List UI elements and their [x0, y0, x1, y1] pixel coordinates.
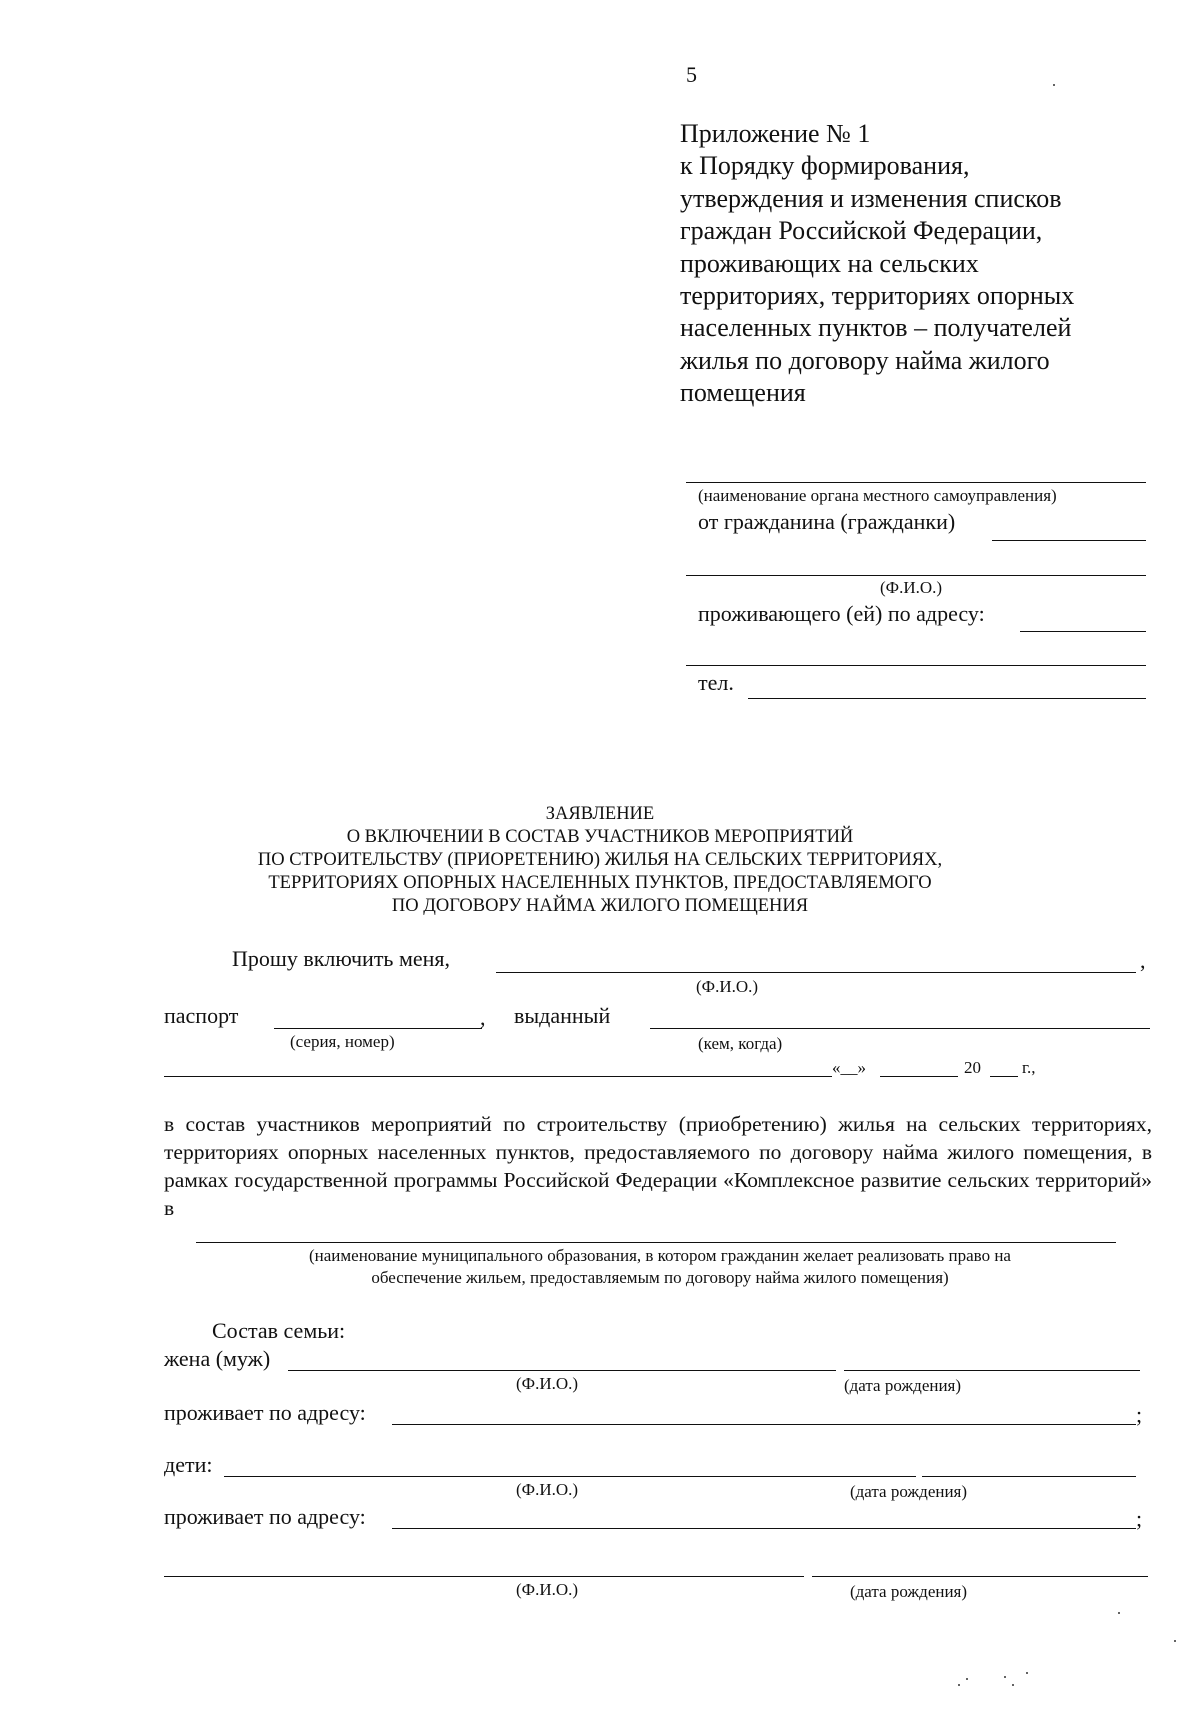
request-label: Прошу включить меня,: [232, 946, 451, 971]
from-citizen-label: от гражданина (гражданки): [698, 509, 956, 534]
child-2-fio-field[interactable]: [164, 1576, 804, 1577]
issue-day-field[interactable]: «__»: [832, 1058, 866, 1077]
child-birthdate-field[interactable]: [922, 1476, 1136, 1477]
issue-year-field[interactable]: [990, 1076, 1018, 1077]
spouse-fio-field[interactable]: [288, 1370, 836, 1371]
municipality-caption: (наименование муниципального образования, в котором гражданин желает реализовать право на: [309, 1246, 1011, 1265]
scan-speck: [966, 1678, 968, 1680]
municipality-caption-2: обеспечение жильем, предоставляемым по договору найма жилого помещения): [371, 1268, 949, 1287]
phone-field[interactable]: [748, 698, 1146, 699]
spouse-address-label: проживает по адресу:: [164, 1400, 366, 1425]
annex-block: [680, 118, 1160, 410]
annex-line: территориях, территориях опорных: [680, 281, 1075, 311]
statement-title-line: ПО СТРОИТЕЛЬСТВУ (ПРИОРЕТЕНИЮ) ЖИЛЬЯ НА СЕЛЬСКИХ ТЕРРИТОРИЯХ,: [257, 850, 943, 870]
scan-speck: [1026, 1672, 1028, 1674]
citizen-fio-field[interactable]: [686, 575, 1146, 576]
child-fio-field[interactable]: [224, 1476, 916, 1477]
child-2-birthdate-caption: (дата рождения): [850, 1582, 968, 1601]
year-suffix: г.,: [1022, 1058, 1036, 1077]
citizen-fio-caption: (Ф.И.О.): [880, 578, 943, 597]
municipality-field[interactable]: [196, 1242, 1116, 1243]
issued-by-field-2[interactable]: [164, 1076, 832, 1077]
spouse-address-field[interactable]: [392, 1424, 1136, 1425]
annex-line: жилья по договору найма жилого: [680, 345, 1050, 375]
applicant-fio-caption: (Ф.И.О.): [696, 977, 759, 996]
child-address-label: проживает по адресу:: [164, 1504, 366, 1529]
spouse-address-semicolon: ;: [1136, 1402, 1143, 1427]
scan-speck: [958, 1684, 960, 1686]
spouse-label: жена (муж): [164, 1346, 271, 1371]
statement-title: ЗАЯВЛЕНИЕ: [545, 804, 655, 824]
passport-series-field[interactable]: [274, 1028, 482, 1029]
annex-title: Приложение № 1: [680, 119, 871, 148]
child-2-fio-caption: (Ф.И.О.): [516, 1580, 579, 1599]
issued-by-field[interactable]: [650, 1028, 1150, 1029]
child-address-field[interactable]: [392, 1528, 1136, 1529]
org-name-field[interactable]: [686, 482, 1146, 483]
statement-title-line: ТЕРРИТОРИЯХ ОПОРНЫХ НАСЕЛЕННЫХ ПУНКТОВ, ПРЕДОСТАВЛЯЕМОГО: [268, 873, 932, 893]
residence-address-label: проживающего (ей) по адресу:: [698, 601, 985, 626]
annex-line: к Порядку формирования,: [680, 151, 970, 181]
family-heading: Состав семьи:: [212, 1318, 346, 1343]
request-comma: ,: [1140, 948, 1146, 973]
spouse-birthdate-caption: (дата рождения): [844, 1376, 962, 1395]
scan-speck: [1118, 1612, 1120, 1614]
phone-label: тел.: [698, 670, 734, 695]
passport-series-caption: (серия, номер): [290, 1032, 395, 1051]
from-citizen-field[interactable]: [992, 540, 1146, 541]
statement-title-line: ПО ДОГОВОРУ НАЙМА ЖИЛОГО ПОМЕЩЕНИЯ: [391, 896, 809, 916]
scan-speck: [1174, 1640, 1176, 1642]
issue-month-field[interactable]: [880, 1076, 958, 1077]
child-birthdate-caption: (дата рождения): [850, 1482, 968, 1501]
children-label: дети:: [164, 1452, 213, 1477]
residence-address-field-2[interactable]: [686, 665, 1146, 666]
spouse-birthdate-field[interactable]: [844, 1370, 1140, 1371]
scan-speck: [1053, 84, 1055, 86]
annex-line: населенных пунктов – получателей: [680, 313, 1072, 343]
scan-speck: [1012, 1684, 1014, 1686]
child-2-birthdate-field[interactable]: [812, 1576, 1148, 1577]
child-address-semicolon: ;: [1136, 1506, 1143, 1531]
passport-comma: ,: [480, 1005, 486, 1030]
residence-address-field[interactable]: [1020, 631, 1146, 632]
page-number: 5: [686, 62, 697, 87]
child-fio-caption: (Ф.И.О.): [516, 1480, 579, 1499]
issue-year-prefix: 20: [964, 1058, 981, 1077]
annex-line: граждан Российской Федерации,: [680, 216, 1043, 246]
issued-label: выданный: [514, 1003, 611, 1028]
body-paragraph: в состав участников мероприятий по строительству (приобретению) жилья на сельских территориях, территориях опорных населенных пунктов, предоставляемого по договору найма жилого помещения, в рамках государственной программы Российской Федерации «Комплексное развитие сельских территорий» в: [164, 1112, 1152, 1220]
org-name-caption: (наименование органа местного самоуправления): [698, 486, 1057, 505]
annex-line: утверждения и изменения списков: [680, 183, 1062, 213]
annex-line: проживающих на сельских: [680, 248, 979, 278]
scan-speck: [1004, 1676, 1006, 1678]
applicant-fio-field[interactable]: [496, 972, 1136, 973]
spouse-fio-caption: (Ф.И.О.): [516, 1374, 579, 1393]
passport-label: паспорт: [164, 1003, 239, 1028]
issued-by-caption: (кем, когда): [698, 1034, 783, 1053]
annex-line: помещения: [680, 378, 806, 408]
statement-title-line: О ВКЛЮЧЕНИИ В СОСТАВ УЧАСТНИКОВ МЕРОПРИЯТИЙ: [346, 827, 854, 847]
